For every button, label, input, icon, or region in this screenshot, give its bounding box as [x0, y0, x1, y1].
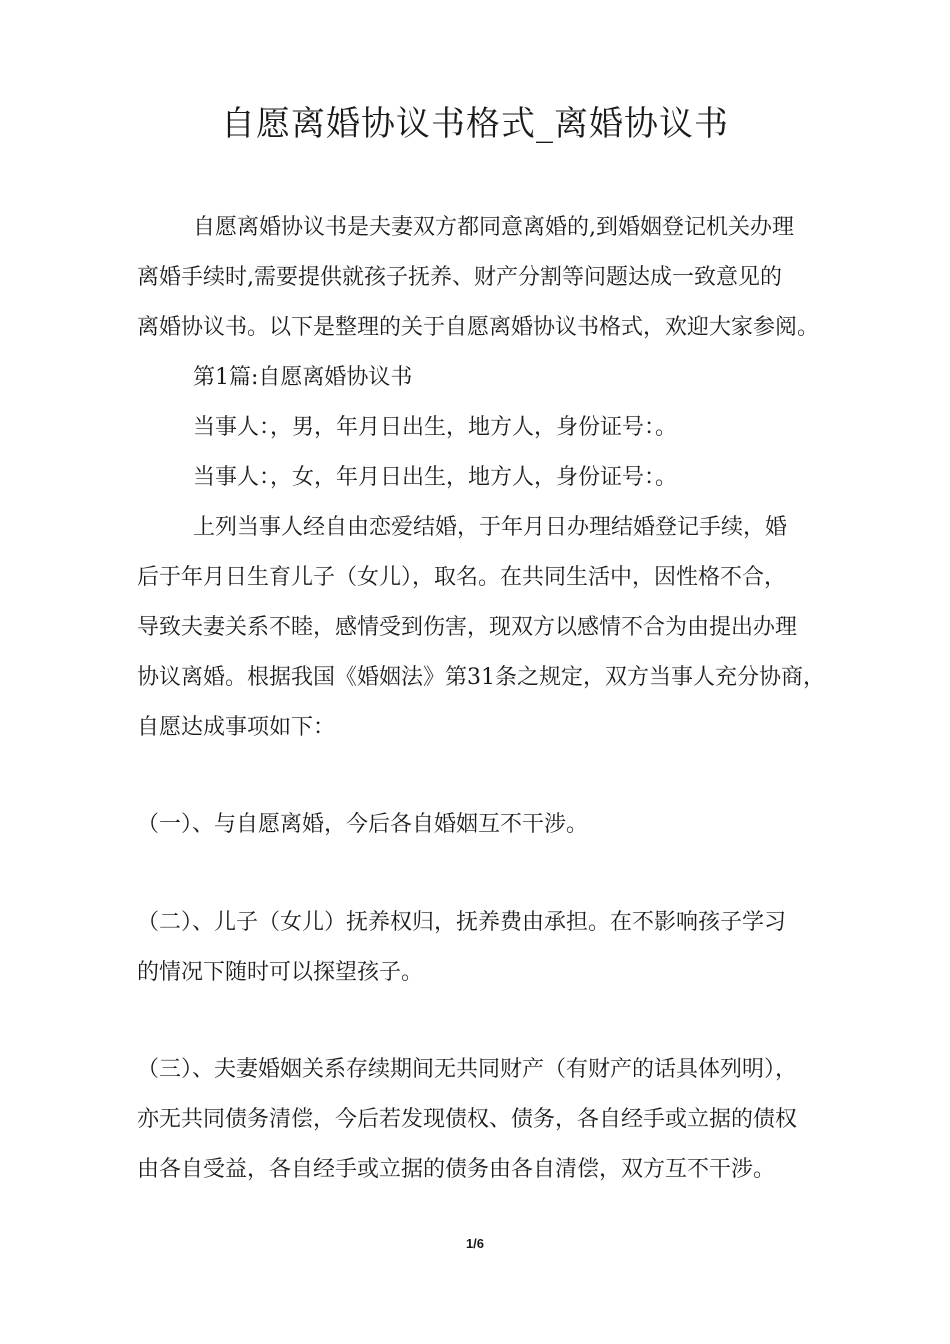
clause-3-line-1: （三）、夫妻婚姻关系存续期间无共同财产（有财产的话具体列明），: [137, 1057, 798, 1082]
facts-line-4: 协议离婚。根据我国《婚姻法》第31条之规定，双方当事人充分协商，: [137, 665, 825, 690]
clause-2-line-2: 的情况下随时可以探望孩子。: [137, 960, 424, 985]
party-line-2: 当事人：，女，年月日出生，地方人，身份证号：。: [193, 465, 678, 490]
party-line-1: 当事人：，男，年月日出生，地方人，身份证号：。: [193, 415, 678, 440]
clause-1: （一）、与自愿离婚，今后各自婚姻互不干涉。: [137, 812, 589, 837]
page-number: 1/6: [465, 1236, 485, 1251]
facts-line-2: 后于年月日生育儿子（女儿），取名。在共同生活中，因性格不合，: [137, 565, 787, 590]
facts-line-3: 导致夫妻关系不睦，感情受到伤害，现双方以感情不合为由提出办理: [137, 615, 798, 640]
facts-line-1: 上列当事人经自由恋爱结婚，于年月日办理结婚登记手续，婚: [193, 515, 788, 540]
clause-2-line-1: （二）、儿子（女儿）抚养权归，抚养费由承担。在不影响孩子学习: [137, 910, 787, 935]
intro-line-2: 离婚手续时,需要提供就孩子抚养、财产分割等问题达成一致意见的: [137, 265, 782, 290]
intro-line-3: 离婚协议书。以下是整理的关于自愿离婚协议书格式，欢迎大家参阅。: [137, 315, 820, 340]
clause-3-line-2: 亦无共同债务清偿，今后若发现债权、债务，各自经手或立据的债权: [137, 1107, 798, 1132]
facts-line-5: 自愿达成事项如下：: [137, 715, 336, 740]
clause-3-line-3: 由各自受益，各自经手或立据的债务由各自清偿，双方互不干涉。: [137, 1157, 776, 1182]
document-title: 自愿离婚协议书格式_离婚协议书: [221, 104, 729, 144]
intro-line-1: 自愿离婚协议书是夫妻双方都同意离婚的,到婚姻登记机关办理: [193, 215, 794, 240]
section-heading: 第1篇:自愿离婚协议书: [193, 365, 413, 390]
